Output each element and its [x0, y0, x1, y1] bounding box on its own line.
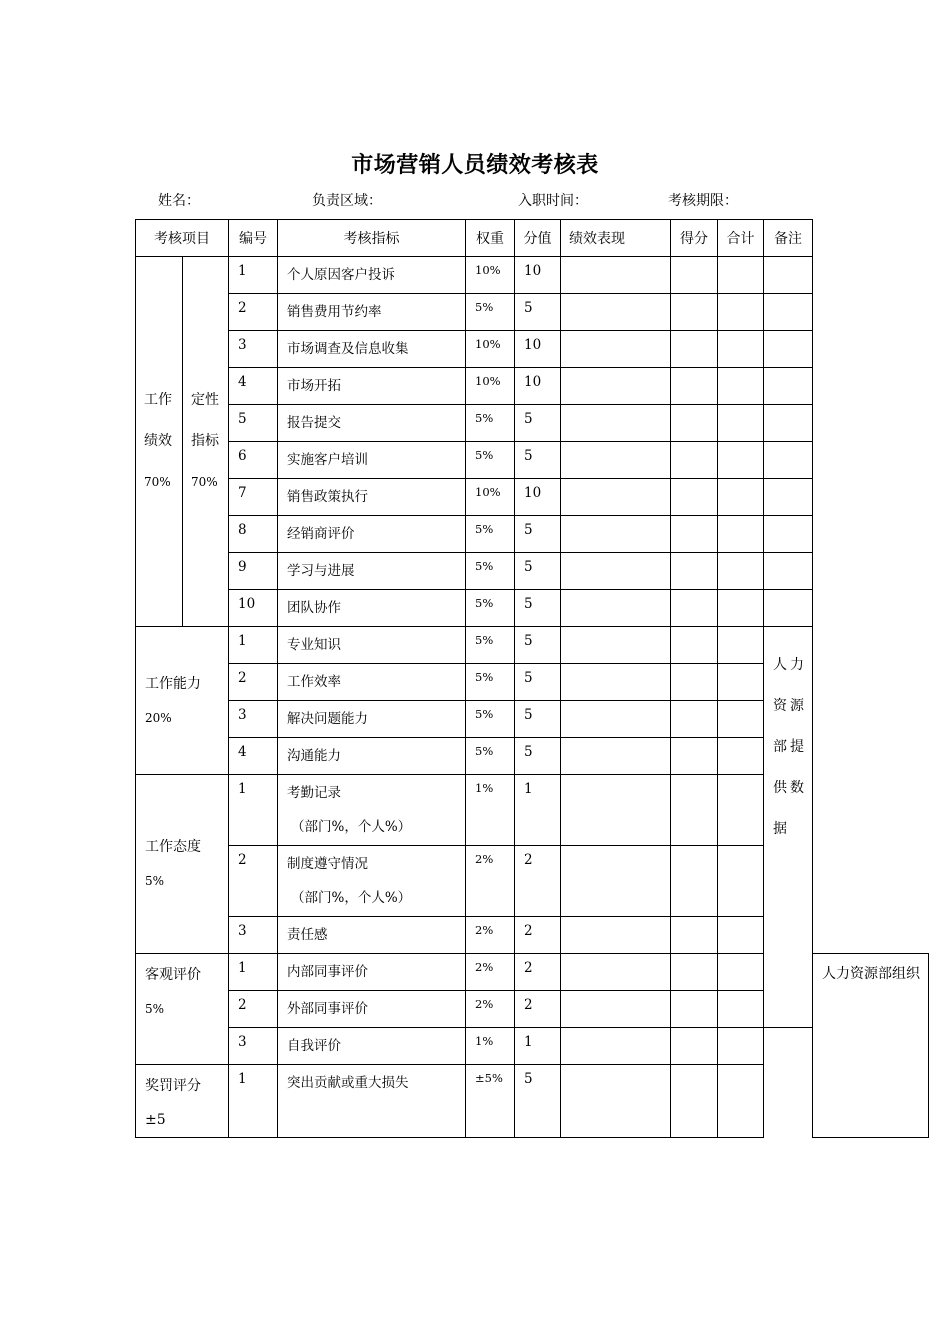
- score-cell[interactable]: [671, 738, 718, 775]
- table-row: [136, 553, 929, 590]
- performance-cell[interactable]: [561, 664, 671, 701]
- remark-cell[interactable]: [764, 479, 813, 516]
- score-cell[interactable]: [671, 664, 718, 701]
- group-objective-label: 客观评价 5%: [136, 954, 229, 1065]
- performance-cell[interactable]: [561, 846, 671, 917]
- total-cell[interactable]: [718, 479, 764, 516]
- indicator: 内部同事评价: [278, 954, 466, 991]
- score-cell[interactable]: [671, 590, 718, 627]
- row-number: 7: [229, 479, 278, 516]
- total-cell[interactable]: [718, 775, 764, 846]
- performance-cell[interactable]: [561, 553, 671, 590]
- score-value: 2: [515, 954, 561, 991]
- area-label: 负责区域：: [312, 193, 382, 209]
- group-ability-label: 工作能力 20%: [136, 627, 229, 775]
- group-qualitative-label: 定性 指标 70%: [183, 257, 229, 627]
- remark-cell[interactable]: [764, 257, 813, 294]
- performance-cell[interactable]: [561, 590, 671, 627]
- table-row: [136, 590, 929, 627]
- header-cell: 权重: [466, 220, 515, 257]
- indicator: 实施客户培训: [278, 442, 466, 479]
- remark-cell[interactable]: [764, 516, 813, 553]
- score-cell[interactable]: [671, 954, 718, 991]
- score-value: 5: [515, 701, 561, 738]
- table-row: [136, 331, 929, 368]
- score-cell[interactable]: [671, 405, 718, 442]
- score-value: 10: [515, 479, 561, 516]
- row-number: 3: [229, 701, 278, 738]
- indicator: 个人原因客户投诉: [278, 257, 466, 294]
- header-cell: 分值: [515, 220, 561, 257]
- remark-cell[interactable]: [764, 590, 813, 627]
- weight: 5%: [466, 405, 515, 442]
- table-row: [136, 294, 929, 331]
- header-cell: 考核指标: [278, 220, 466, 257]
- score-cell[interactable]: [671, 917, 718, 954]
- remark-hr-data: 人力资源部提供数据: [764, 627, 813, 1028]
- header-cell: 备注: [764, 220, 813, 257]
- score-cell[interactable]: [671, 442, 718, 479]
- indicator: 团队协作: [278, 590, 466, 627]
- score-cell[interactable]: [671, 846, 718, 917]
- header-row: [136, 220, 929, 257]
- performance-cell[interactable]: [561, 917, 671, 954]
- weight: 2%: [466, 954, 515, 991]
- indicator: 自我评价: [278, 1028, 466, 1065]
- row-number: 5: [229, 405, 278, 442]
- row-number: 1: [229, 775, 278, 846]
- total-cell[interactable]: [718, 954, 764, 991]
- group-performance-label: 工作 绩效 70%: [136, 257, 183, 627]
- performance-cell[interactable]: [561, 294, 671, 331]
- indicator: 工作效率: [278, 664, 466, 701]
- total-cell[interactable]: [718, 917, 764, 954]
- score-cell[interactable]: [671, 1028, 718, 1065]
- score-value: 10: [515, 257, 561, 294]
- total-cell[interactable]: [718, 294, 764, 331]
- row-number: 1: [229, 257, 278, 294]
- score-cell[interactable]: [671, 368, 718, 405]
- score-value: 2: [515, 991, 561, 1028]
- row-number: 1: [229, 627, 278, 664]
- indicator: 经销商评价: [278, 516, 466, 553]
- indicator: 销售费用节约率: [278, 294, 466, 331]
- indicator: 学习与进展: [278, 553, 466, 590]
- row-number: 1: [229, 954, 278, 991]
- indicator: 突出贡献或重大损失: [278, 1065, 466, 1138]
- weight: 5%: [466, 442, 515, 479]
- score-cell[interactable]: [671, 991, 718, 1028]
- score-cell[interactable]: [671, 331, 718, 368]
- table-row: [136, 405, 929, 442]
- weight: 5%: [466, 701, 515, 738]
- score-cell[interactable]: [671, 479, 718, 516]
- row-number: 10: [229, 590, 278, 627]
- remark-cell[interactable]: [764, 405, 813, 442]
- score-value: 5: [515, 738, 561, 775]
- performance-cell[interactable]: [561, 738, 671, 775]
- row-number: 2: [229, 664, 278, 701]
- table-row: [136, 368, 929, 405]
- indicator: 制度遵守情况 （部门%，个人%）: [278, 846, 466, 917]
- row-number: 2: [229, 294, 278, 331]
- period-label: 考核期限：: [668, 193, 738, 209]
- row-number: 4: [229, 368, 278, 405]
- indicator: 解决问题能力: [278, 701, 466, 738]
- indicator: 责任感: [278, 917, 466, 954]
- score-value: 10: [515, 368, 561, 405]
- performance-cell[interactable]: [561, 627, 671, 664]
- score-cell[interactable]: [671, 553, 718, 590]
- total-cell[interactable]: [718, 846, 764, 917]
- total-cell[interactable]: [718, 516, 764, 553]
- weight: 5%: [466, 627, 515, 664]
- form-title: 市场营销人员绩效考核表: [351, 152, 599, 178]
- total-cell[interactable]: [718, 1065, 764, 1138]
- performance-cell[interactable]: [561, 954, 671, 991]
- weight: 5%: [466, 516, 515, 553]
- performance-cell[interactable]: [561, 1028, 671, 1065]
- indicator: 市场开拓: [278, 368, 466, 405]
- header-cell: 合计: [718, 220, 764, 257]
- total-cell[interactable]: [718, 738, 764, 775]
- performance-cell[interactable]: [561, 775, 671, 846]
- indicator: 沟通能力: [278, 738, 466, 775]
- total-cell[interactable]: [718, 331, 764, 368]
- remark-hr-org: 人力资源部组织: [813, 954, 929, 1138]
- weight: 5%: [466, 664, 515, 701]
- score-value: 2: [515, 846, 561, 917]
- total-cell[interactable]: [718, 442, 764, 479]
- table-row: [136, 479, 929, 516]
- remark-cell[interactable]: [764, 553, 813, 590]
- total-cell[interactable]: [718, 405, 764, 442]
- row-number: 2: [229, 846, 278, 917]
- score-value: 5: [515, 1065, 561, 1138]
- performance-cell[interactable]: [561, 479, 671, 516]
- header-cell: 得分: [671, 220, 718, 257]
- weight: 10%: [466, 257, 515, 294]
- score-cell[interactable]: [671, 294, 718, 331]
- score-cell[interactable]: [671, 257, 718, 294]
- weight: 2%: [466, 991, 515, 1028]
- header-cell: 编号: [229, 220, 278, 257]
- row-number: 3: [229, 331, 278, 368]
- score-value: 5: [515, 590, 561, 627]
- total-cell[interactable]: [718, 257, 764, 294]
- remark-cell[interactable]: [764, 331, 813, 368]
- table-row: [136, 257, 929, 294]
- total-cell[interactable]: [718, 553, 764, 590]
- row-number: 3: [229, 1028, 278, 1065]
- score-value: 5: [515, 294, 561, 331]
- weight: 10%: [466, 368, 515, 405]
- score-value: 5: [515, 664, 561, 701]
- hire-date-label: 入职时间：: [518, 193, 588, 209]
- table-row: [136, 1028, 929, 1065]
- performance-cell[interactable]: [561, 1065, 671, 1138]
- score-value: 1: [515, 775, 561, 846]
- table-row: [136, 1065, 929, 1138]
- weight: 5%: [466, 294, 515, 331]
- score-cell[interactable]: [671, 516, 718, 553]
- score-value: 5: [515, 516, 561, 553]
- row-number: 9: [229, 553, 278, 590]
- weight: 5%: [466, 738, 515, 775]
- group-reward-label: 奖罚评分 ±5: [136, 1065, 229, 1138]
- row-number: 1: [229, 1065, 278, 1138]
- header-cell: 考核项目: [136, 220, 229, 257]
- performance-cell[interactable]: [561, 368, 671, 405]
- performance-cell[interactable]: [561, 442, 671, 479]
- row-number: 3: [229, 917, 278, 954]
- performance-cell[interactable]: [561, 701, 671, 738]
- total-cell[interactable]: [718, 1028, 764, 1065]
- score-value: 2: [515, 917, 561, 954]
- score-value: 5: [515, 553, 561, 590]
- total-cell[interactable]: [718, 590, 764, 627]
- performance-cell[interactable]: [561, 516, 671, 553]
- score-cell[interactable]: [671, 627, 718, 664]
- group-attitude-label: 工作态度 5%: [136, 775, 229, 954]
- remark-cell[interactable]: [764, 442, 813, 479]
- indicator: 考勤记录 （部门%，个人%）: [278, 775, 466, 846]
- total-cell[interactable]: [718, 701, 764, 738]
- indicator: 外部同事评价: [278, 991, 466, 1028]
- indicator: 销售政策执行: [278, 479, 466, 516]
- row-number: 4: [229, 738, 278, 775]
- weight: 2%: [466, 846, 515, 917]
- indicator: 市场调查及信息收集: [278, 331, 466, 368]
- weight: 10%: [466, 479, 515, 516]
- score-value: 1: [515, 1028, 561, 1065]
- total-cell[interactable]: [718, 627, 764, 664]
- name-label: 姓名：: [158, 193, 200, 209]
- total-cell[interactable]: [718, 664, 764, 701]
- weight: 5%: [466, 590, 515, 627]
- row-number: 2: [229, 991, 278, 1028]
- table-row: [136, 516, 929, 553]
- assessment-table: [135, 219, 929, 1138]
- total-cell[interactable]: [718, 368, 764, 405]
- performance-cell[interactable]: [561, 405, 671, 442]
- indicator: 专业知识: [278, 627, 466, 664]
- weight: ±5%: [466, 1065, 515, 1138]
- score-value: 5: [515, 627, 561, 664]
- indicator: 报告提交: [278, 405, 466, 442]
- weight: 1%: [466, 1028, 515, 1065]
- row-number: 6: [229, 442, 278, 479]
- table-row: [136, 627, 929, 664]
- score-cell[interactable]: [671, 775, 718, 846]
- performance-cell[interactable]: [561, 331, 671, 368]
- weight: 1%: [466, 775, 515, 846]
- weight: 10%: [466, 331, 515, 368]
- header-cell: 绩效表现: [561, 220, 671, 257]
- total-cell[interactable]: [718, 991, 764, 1028]
- score-value: 10: [515, 331, 561, 368]
- table-row: [136, 442, 929, 479]
- remark-cell[interactable]: [764, 294, 813, 331]
- score-value: 5: [515, 405, 561, 442]
- remark-cell[interactable]: [764, 368, 813, 405]
- performance-cell[interactable]: [561, 257, 671, 294]
- score-cell[interactable]: [671, 1065, 718, 1138]
- performance-cell[interactable]: [561, 991, 671, 1028]
- score-value: 5: [515, 442, 561, 479]
- score-cell[interactable]: [671, 701, 718, 738]
- row-number: 8: [229, 516, 278, 553]
- weight: 2%: [466, 917, 515, 954]
- weight: 5%: [466, 553, 515, 590]
